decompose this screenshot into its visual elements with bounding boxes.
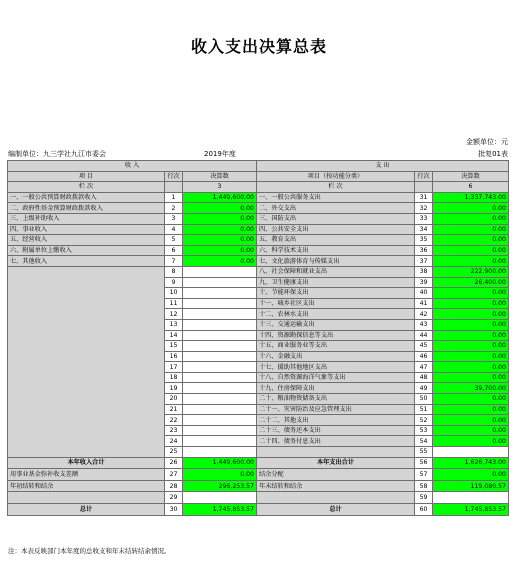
income-line-number: 5	[165, 235, 183, 246]
income-line-number: 19	[165, 383, 183, 394]
expense-item-label: 十五、商业服务业等支出	[257, 341, 415, 352]
expense-line-number: 42	[415, 309, 433, 320]
income-line-number: 12	[165, 309, 183, 320]
table-row	[8, 457, 509, 469]
expense-total-value: 1,626,743.00	[433, 457, 509, 469]
expense-value: 222,900.00	[433, 266, 509, 277]
income-total-value: 1,449,600.00	[183, 457, 257, 469]
income-header: 收 入	[8, 161, 257, 172]
expense-value: 0.00	[433, 372, 509, 383]
table-row	[8, 469, 509, 481]
expense-line-number: 31	[415, 192, 433, 203]
income-line-number: 6	[165, 245, 183, 256]
income-item-label: 六、附属单位上缴收入	[8, 245, 165, 256]
income-value: 0.00	[183, 213, 257, 224]
expense-line-number: 43	[415, 319, 433, 330]
income-line-number: 4	[165, 224, 183, 235]
table-row	[8, 235, 509, 246]
expense-item-label: 八、社会保障和就业支出	[257, 266, 415, 277]
expense-item-label: 三、国防支出	[257, 213, 415, 224]
blank-value	[433, 492, 509, 504]
income-line-number: 2	[165, 203, 183, 214]
col-expense-index: 6	[433, 182, 509, 193]
expense-value	[433, 447, 509, 458]
expense-line-number: 48	[415, 372, 433, 383]
expense-item-label: 二、外交支出	[257, 203, 415, 214]
surplus-value: 0.00	[183, 469, 257, 481]
begin-balance-value: 296,253.57	[183, 480, 257, 492]
expense-value: 0.00	[433, 341, 509, 352]
expense-item-label	[257, 447, 415, 458]
end-balance-value: 119,080.57	[433, 480, 509, 492]
expense-item-label: 五、教育支出	[257, 235, 415, 246]
table-row	[8, 504, 509, 516]
reserve-value: 0.00	[433, 469, 509, 481]
expense-item-label: 四、公共安全支出	[257, 224, 415, 235]
income-line-number: 16	[165, 351, 183, 362]
income-line-number: 20	[165, 394, 183, 405]
expense-line-number: 47	[415, 362, 433, 373]
blank-value	[183, 492, 257, 504]
col-item: 项 目	[8, 171, 165, 182]
expense-item-label: 十四、资源勘探信息等支出	[257, 330, 415, 341]
table-number: 批复01表	[478, 150, 508, 158]
col-label-blank	[415, 182, 433, 193]
expense-line-number: 33	[415, 213, 433, 224]
income-empty-value	[183, 266, 257, 277]
expense-item-label: 九、卫生健康支出	[257, 277, 415, 288]
expense-item-label: 二十一、灾害防治及应急管理支出	[257, 404, 415, 415]
expense-value: 0.00	[433, 436, 509, 447]
income-empty-value	[183, 394, 257, 405]
expense-line-number: 55	[415, 447, 433, 458]
income-value: 0.00	[183, 235, 257, 246]
begin-balance-label: 年初结转和结余	[8, 480, 165, 492]
income-line-number: 25	[165, 447, 183, 458]
expense-line-number: 45	[415, 341, 433, 352]
grand-total-line: 30	[165, 504, 183, 516]
expense-value: 1,337,743.00	[433, 192, 509, 203]
expense-value: 0.00	[433, 330, 509, 341]
reserve-label: 结余分配	[257, 469, 415, 481]
income-line-number: 3	[165, 213, 183, 224]
expense-value: 0.00	[433, 213, 509, 224]
grand-total-label: 总计	[8, 504, 165, 516]
income-total-label: 本年收入合计	[8, 457, 165, 469]
expense-line-number: 40	[415, 288, 433, 299]
footnote: 注：本表反映部门本年度的总收支和年末结转结余情况。	[8, 547, 171, 555]
table-row	[8, 192, 509, 203]
expense-value: 0.00	[433, 203, 509, 214]
blank-label	[8, 492, 165, 504]
table-row	[8, 224, 509, 235]
income-line-number: 7	[165, 256, 183, 267]
income-line-number: 9	[165, 277, 183, 288]
expense-line-number: 53	[415, 425, 433, 436]
expense-item-label: 十、节能环保支出	[257, 288, 415, 299]
blank-line: 59	[415, 492, 433, 504]
end-balance-label: 年末结转和结余	[257, 480, 415, 492]
expense-line-number: 50	[415, 394, 433, 405]
income-line-number: 24	[165, 436, 183, 447]
expense-line-number: 44	[415, 330, 433, 341]
income-line-number: 21	[165, 404, 183, 415]
income-empty-value	[183, 330, 257, 341]
expense-item-label: 十七、援助其他地区支出	[257, 362, 415, 373]
income-line-number: 18	[165, 372, 183, 383]
end-balance-line: 58	[415, 480, 433, 492]
expense-value: 0.00	[433, 404, 509, 415]
income-line-number: 13	[165, 319, 183, 330]
income-item-label: 三、上级补助收入	[8, 213, 165, 224]
col-item-fn: 项目（按功能分类）	[257, 171, 415, 182]
report-title: 收入支出决算总表	[190, 37, 327, 56]
income-line-number: 17	[165, 362, 183, 373]
income-value: 0.00	[183, 256, 257, 267]
col-budget: 决算数	[433, 171, 509, 182]
amount-unit: 金额单位：元	[466, 138, 508, 146]
income-value: 0.00	[183, 203, 257, 214]
expense-item-label: 二十三、债务还本支出	[257, 425, 415, 436]
income-item-label: 二、政府性基金预算财政拨款收入	[8, 203, 165, 214]
expense-item-label: 二十、粮油物资储备支出	[257, 394, 415, 405]
grand-total-expense: 1,745,853.57	[433, 504, 509, 516]
expense-line-number: 36	[415, 245, 433, 256]
expense-total-label: 本年支出合计	[257, 457, 415, 469]
income-line-number: 23	[165, 425, 183, 436]
expense-line-number: 51	[415, 404, 433, 415]
expense-line-number: 37	[415, 256, 433, 267]
reserve-line: 57	[415, 469, 433, 481]
grand-total-income: 1,745,853.57	[183, 504, 257, 516]
col-line: 行次	[165, 171, 183, 182]
expense-value: 0.00	[433, 415, 509, 426]
expense-value: 0.00	[433, 245, 509, 256]
table-row	[8, 213, 509, 224]
col-label: 栏 次	[257, 182, 415, 193]
table-row	[8, 492, 509, 504]
income-value: 0.00	[183, 224, 257, 235]
expense-value: 0.00	[433, 288, 509, 299]
income-line-number: 14	[165, 330, 183, 341]
surplus-label: 用事业基金弥补收支差额	[8, 469, 165, 481]
expense-line-number: 41	[415, 298, 433, 309]
income-empty-value	[183, 362, 257, 373]
budget-table	[7, 160, 509, 516]
table-row	[8, 245, 509, 256]
expense-value: 26,400.00	[433, 277, 509, 288]
table-row	[8, 480, 509, 492]
expense-line-number: 46	[415, 351, 433, 362]
income-line-number: 11	[165, 298, 183, 309]
expense-value: 0.00	[433, 351, 509, 362]
income-value: 1,449,600.00	[183, 192, 257, 203]
blank-label	[257, 492, 415, 504]
income-empty-value	[183, 436, 257, 447]
expense-item-label: 十二、农林水支出	[257, 309, 415, 320]
expense-total-line: 56	[415, 457, 433, 469]
expense-item-label: 十八、自然资源海洋气象等支出	[257, 372, 415, 383]
table-row	[8, 203, 509, 214]
income-value: 0.00	[183, 245, 257, 256]
expense-value: 0.00	[433, 362, 509, 373]
income-empty-value	[183, 277, 257, 288]
surplus-line: 27	[165, 469, 183, 481]
expense-value: 0.00	[433, 224, 509, 235]
expense-item-label: 六、科学技术支出	[257, 245, 415, 256]
col-line: 行次	[415, 171, 433, 182]
expense-value: 39,700.00	[433, 383, 509, 394]
expense-value: 0.00	[433, 394, 509, 405]
expense-value: 0.00	[433, 298, 509, 309]
expense-line-number: 35	[415, 235, 433, 246]
income-line-number: 1	[165, 192, 183, 203]
expense-item-label: 二十四、债务付息支出	[257, 436, 415, 447]
expense-item-label: 十九、住房保障支出	[257, 383, 415, 394]
expense-line-number: 52	[415, 415, 433, 426]
income-item-label: 五、经营收入	[8, 235, 165, 246]
expense-item-label: 十六、金融支出	[257, 351, 415, 362]
expense-value: 0.00	[433, 309, 509, 320]
income-empty-value	[183, 404, 257, 415]
expense-item-label: 十一、城乡社区支出	[257, 298, 415, 309]
income-item-label: 七、其他收入	[8, 256, 165, 267]
col-label-blank	[165, 182, 183, 193]
table-row	[8, 256, 509, 267]
income-empty-value	[183, 298, 257, 309]
income-empty-value	[183, 372, 257, 383]
expense-value: 0.00	[433, 235, 509, 246]
begin-balance-line: 28	[165, 480, 183, 492]
expense-line-number: 34	[415, 224, 433, 235]
income-empty-value	[183, 341, 257, 352]
blank-line: 29	[165, 492, 183, 504]
income-empty-value	[183, 425, 257, 436]
expense-line-number: 32	[415, 203, 433, 214]
income-line-number: 15	[165, 341, 183, 352]
expense-value: 0.00	[433, 319, 509, 330]
expense-value: 0.00	[433, 256, 509, 267]
income-line-number: 8	[165, 266, 183, 277]
income-empty-value	[183, 319, 257, 330]
income-empty-value	[183, 351, 257, 362]
table-row	[8, 266, 509, 277]
grand-total-label: 总计	[257, 504, 415, 516]
col-income-index: 3	[183, 182, 257, 193]
organization: 编制单位：九三学社九江市委会	[8, 150, 106, 158]
income-empty-value	[183, 415, 257, 426]
income-item-label: 四、事业收入	[8, 224, 165, 235]
income-empty-value	[183, 288, 257, 299]
fiscal-year: 2019年度	[204, 150, 236, 158]
income-blank-block	[8, 266, 165, 457]
income-line-number: 22	[165, 415, 183, 426]
grand-total-line: 60	[415, 504, 433, 516]
expense-item-label: 二十二、其他支出	[257, 415, 415, 426]
expense-line-number: 54	[415, 436, 433, 447]
income-total-line: 26	[165, 457, 183, 469]
income-line-number: 10	[165, 288, 183, 299]
expense-line-number: 49	[415, 383, 433, 394]
expense-item-label: 十三、交通运输支出	[257, 319, 415, 330]
expense-item-label: 七、文化旅游体育与传媒支出	[257, 256, 415, 267]
expense-line-number: 38	[415, 266, 433, 277]
col-budget: 决算数	[183, 171, 257, 182]
income-item-label: 一、一般公共预算财政拨款收入	[8, 192, 165, 203]
income-empty-value	[183, 383, 257, 394]
expense-value: 0.00	[433, 425, 509, 436]
expense-item-label: 一、一般公共服务支出	[257, 192, 415, 203]
expense-header: 支 出	[257, 161, 509, 172]
income-empty-value	[183, 309, 257, 320]
col-label: 栏 次	[8, 182, 165, 193]
expense-line-number: 39	[415, 277, 433, 288]
income-empty-value	[183, 447, 257, 458]
